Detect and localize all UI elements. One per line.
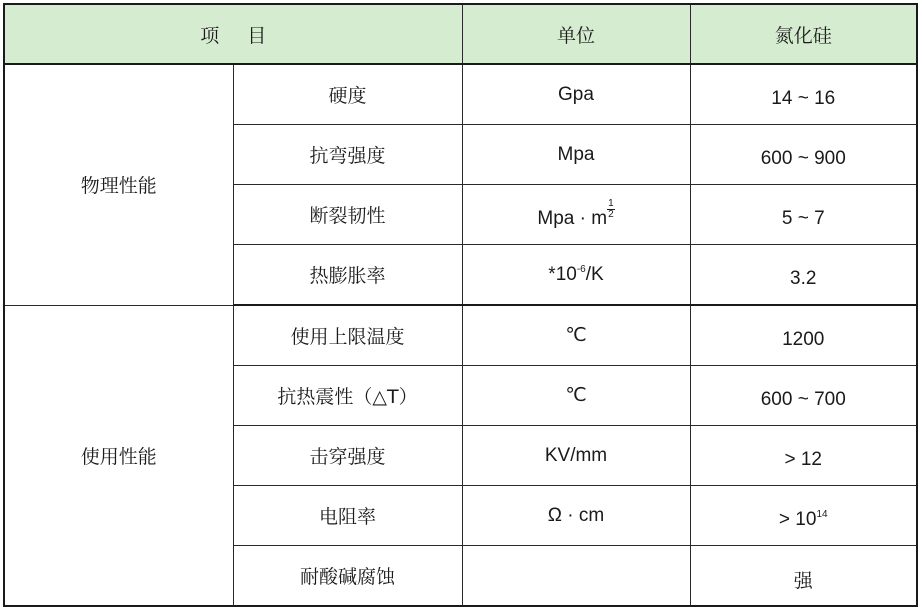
property-flexural-strength: 抗弯强度 [233, 125, 462, 185]
value-resistivity-exponent: 14 [816, 508, 828, 520]
group-label-service: 使用性能 [4, 305, 233, 606]
header-unit: 单位 [462, 4, 690, 64]
table-row [4, 64, 917, 125]
unit-exponent-numerator: 1 [608, 198, 614, 209]
unit-max-service-temp: ℃ [462, 305, 690, 366]
property-thermal-shock: 抗热震性（△T） [233, 366, 462, 426]
unit-thermal-expansion-tail: /K [585, 263, 604, 285]
unit-thermal-expansion [462, 245, 690, 306]
value-resistivity [690, 486, 917, 546]
unit-thermal-shock: ℃ [462, 366, 690, 426]
unit-resistivity: Ω · cm [462, 486, 690, 546]
value-acid-alkali-resistance: 强 [690, 546, 917, 607]
unit-flexural-strength: Mpa [462, 125, 690, 185]
value-thermal-shock: 600 ~ 700 [690, 366, 917, 426]
unit-fracture-toughness-base: Mpa · m [537, 208, 608, 229]
value-breakdown-strength: > 12 [690, 426, 917, 486]
silicon-nitride-properties-table [3, 3, 918, 607]
property-acid-alkali-resistance: 耐酸碱腐蚀 [233, 546, 462, 607]
property-resistivity: 电阻率 [233, 486, 462, 546]
value-hardness: 14 ~ 16 [690, 64, 917, 125]
table-row [4, 305, 917, 366]
unit-hardness: Gpa [462, 64, 690, 125]
unit-exponent-fraction [607, 199, 615, 220]
value-max-service-temp: 1200 [690, 305, 917, 366]
unit-thermal-expansion-exponent: -6 [576, 263, 586, 275]
unit-fracture-toughness [462, 185, 690, 245]
header-item [4, 4, 462, 64]
unit-thermal-expansion-base: *10 [548, 263, 577, 285]
property-fracture-toughness: 断裂韧性 [233, 185, 462, 245]
header-row [4, 4, 917, 64]
group-label-physical: 物理性能 [4, 64, 233, 305]
value-thermal-expansion: 3.2 [690, 245, 917, 306]
value-resistivity-base: > 10 [778, 508, 817, 530]
value-flexural-strength: 600 ~ 900 [690, 125, 917, 185]
header-item-char2: 目 [247, 24, 267, 47]
unit-exponent-denominator: 2 [608, 209, 614, 220]
property-hardness: 硬度 [233, 64, 462, 125]
unit-breakdown-strength: KV/mm [462, 426, 690, 486]
value-fracture-toughness: 5 ~ 7 [690, 185, 917, 245]
property-thermal-expansion: 热膨胀率 [233, 245, 462, 306]
property-max-service-temp: 使用上限温度 [233, 305, 462, 366]
header-material: 氮化硅 [690, 4, 917, 64]
header-item-char1: 项 [200, 24, 220, 47]
property-breakdown-strength: 击穿强度 [233, 426, 462, 486]
